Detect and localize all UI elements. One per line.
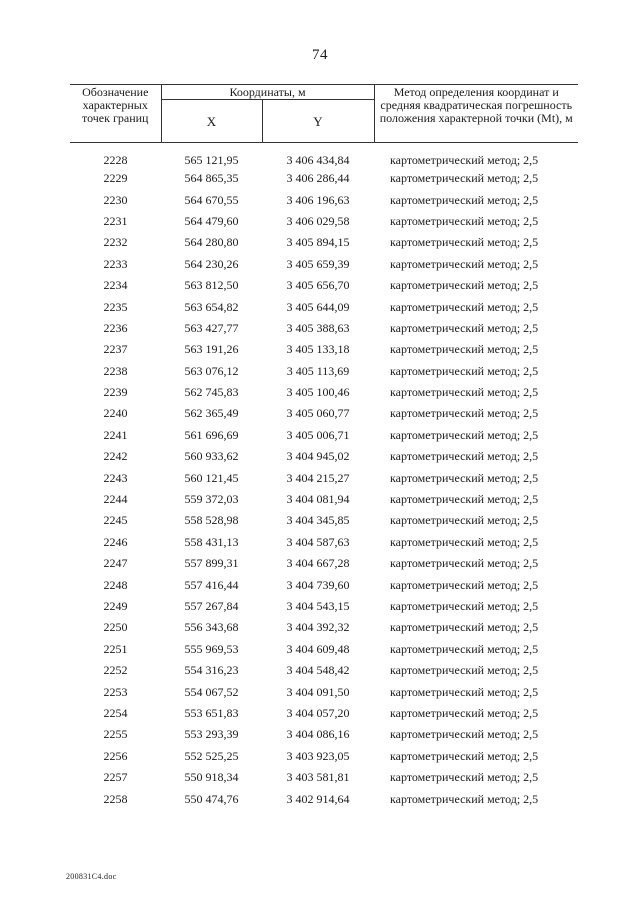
cell-point-id: 2235 <box>103 299 128 314</box>
cell-method: картометрический метод; 2,5 <box>390 363 539 378</box>
cell-point-id: 2253 <box>103 684 128 699</box>
table-row <box>70 296 578 317</box>
cell-method: картометрический метод; 2,5 <box>390 727 539 742</box>
cell-method: картометрический метод; 2,5 <box>390 278 539 293</box>
table-row <box>70 746 578 767</box>
cell-y-coordinate: 3 404 081,94 <box>286 492 350 507</box>
table-row <box>70 339 578 360</box>
cell-point-id: 2237 <box>103 342 128 357</box>
cell-x-coordinate: 560 933,62 <box>184 449 239 464</box>
cell-x-coordinate: 562 365,49 <box>184 406 239 421</box>
table-row <box>70 510 578 531</box>
cell-point-id: 2232 <box>103 235 128 250</box>
cell-method: картометрический метод; 2,5 <box>390 385 539 400</box>
cell-y-coordinate: 3 405 113,69 <box>286 363 350 378</box>
cell-y-coordinate: 3 404 392,32 <box>286 620 350 635</box>
cell-x-coordinate: 563 191,26 <box>184 342 239 357</box>
cell-y-coordinate: 3 406 434,84 <box>286 153 350 167</box>
cell-x-coordinate: 563 427,77 <box>184 320 239 335</box>
cell-y-coordinate: 3 403 923,05 <box>286 748 350 763</box>
cell-y-coordinate: 3 405 100,46 <box>286 385 350 400</box>
cell-method: картометрический метод; 2,5 <box>390 492 539 507</box>
table-row <box>70 788 578 809</box>
cell-point-id: 2239 <box>103 385 128 400</box>
table-row <box>70 703 578 724</box>
cell-y-coordinate: 3 406 196,63 <box>286 192 350 207</box>
table-header <box>70 85 578 143</box>
table-row <box>70 553 578 574</box>
table-row <box>70 532 578 553</box>
cell-x-coordinate: 564 479,60 <box>184 213 239 228</box>
header-x: X <box>161 100 262 143</box>
cell-point-id: 2242 <box>103 449 128 464</box>
cell-point-id: 2246 <box>103 534 128 549</box>
table-row <box>70 724 578 745</box>
header-method: Метод определения координат и средняя квадратическая погрешность положения характерной точки (Mt), м <box>374 85 578 143</box>
table-row <box>70 318 578 339</box>
cell-y-coordinate: 3 404 091,50 <box>286 684 350 699</box>
cell-point-id: 2233 <box>103 256 128 271</box>
cell-x-coordinate: 553 651,83 <box>184 705 239 720</box>
cell-point-id: 2250 <box>103 620 128 635</box>
cell-method: картометрический метод; 2,5 <box>390 684 539 699</box>
table-row <box>70 660 578 681</box>
cell-y-coordinate: 3 405 656,70 <box>286 278 350 293</box>
cell-method: картометрический метод; 2,5 <box>390 620 539 635</box>
cell-x-coordinate: 563 654,82 <box>184 299 239 314</box>
cell-y-coordinate: 3 406 286,44 <box>286 171 350 186</box>
cell-method: картометрический метод; 2,5 <box>390 577 539 592</box>
table-body <box>70 143 578 810</box>
cell-x-coordinate: 558 431,13 <box>184 534 239 549</box>
cell-y-coordinate: 3 404 587,63 <box>286 534 350 549</box>
cell-x-coordinate: 564 670,55 <box>184 192 239 207</box>
header-y: Y <box>262 100 374 143</box>
cell-y-coordinate: 3 405 133,18 <box>286 342 350 357</box>
cell-method: картометрический метод; 2,5 <box>390 342 539 357</box>
table-row <box>70 143 578 169</box>
cell-x-coordinate: 559 372,03 <box>184 492 239 507</box>
cell-y-coordinate: 3 404 609,48 <box>286 641 350 656</box>
cell-method: картометрический метод; 2,5 <box>390 320 539 335</box>
cell-point-id: 2251 <box>103 641 128 656</box>
table-row <box>70 168 578 189</box>
table-row <box>70 617 578 638</box>
cell-point-id: 2255 <box>103 727 128 742</box>
cell-method: картометрический метод; 2,5 <box>390 470 539 485</box>
cell-method: картометрический метод; 2,5 <box>390 427 539 442</box>
cell-x-coordinate: 564 865,35 <box>184 171 239 186</box>
table-row <box>70 767 578 788</box>
table-row <box>70 681 578 702</box>
cell-x-coordinate: 550 474,76 <box>184 791 239 806</box>
table-row <box>70 211 578 232</box>
cell-y-coordinate: 3 404 667,28 <box>286 556 350 571</box>
cell-method: картометрический метод; 2,5 <box>390 449 539 464</box>
cell-x-coordinate: 560 121,45 <box>184 470 239 485</box>
cell-x-coordinate: 563 812,50 <box>184 278 239 293</box>
page-number: 74 <box>312 47 328 63</box>
table-row <box>70 446 578 467</box>
cell-method: картометрический метод; 2,5 <box>390 770 539 785</box>
cell-y-coordinate: 3 404 215,27 <box>286 470 350 485</box>
cell-y-coordinate: 3 404 057,20 <box>286 705 350 720</box>
table-row <box>70 232 578 253</box>
table-row <box>70 361 578 382</box>
cell-method: картометрический метод; 2,5 <box>390 663 539 678</box>
cell-y-coordinate: 3 405 388,63 <box>286 320 350 335</box>
cell-x-coordinate: 564 230,26 <box>184 256 239 271</box>
cell-point-id: 2245 <box>103 513 128 528</box>
cell-y-coordinate: 3 405 644,09 <box>286 299 350 314</box>
cell-point-id: 2256 <box>103 748 128 763</box>
table-row <box>70 275 578 296</box>
cell-point-id: 2229 <box>103 171 128 186</box>
table-row <box>70 596 578 617</box>
cell-y-coordinate: 3 404 543,15 <box>286 599 350 613</box>
cell-method: картометрический метод; 2,5 <box>390 153 539 167</box>
table-row <box>70 382 578 403</box>
cell-y-coordinate: 3 402 914,64 <box>286 791 350 806</box>
cell-x-coordinate: 563 076,12 <box>184 363 239 378</box>
cell-method: картометрический метод; 2,5 <box>390 534 539 549</box>
cell-method: картометрический метод; 2,5 <box>390 256 539 271</box>
coordinates-table <box>70 84 578 810</box>
cell-y-coordinate: 3 405 060,77 <box>286 406 350 421</box>
cell-method: картометрический метод; 2,5 <box>390 171 539 186</box>
cell-x-coordinate: 556 343,68 <box>184 620 239 635</box>
cell-y-coordinate: 3 403 581,81 <box>286 770 350 785</box>
cell-method: картометрический метод; 2,5 <box>390 513 539 528</box>
cell-point-id: 2249 <box>103 599 128 613</box>
cell-method: картометрический метод; 2,5 <box>390 641 539 656</box>
cell-point-id: 2257 <box>103 770 128 785</box>
cell-x-coordinate: 553 293,39 <box>184 727 239 742</box>
cell-y-coordinate: 3 404 945,02 <box>286 449 350 464</box>
cell-method: картометрический метод; 2,5 <box>390 192 539 207</box>
cell-x-coordinate: 557 267,84 <box>184 599 239 613</box>
cell-y-coordinate: 3 405 659,39 <box>286 256 350 271</box>
header-designation: Обозначение характерных точек границ <box>70 85 161 143</box>
cell-y-coordinate: 3 404 345,85 <box>286 513 350 528</box>
cell-point-id: 2252 <box>103 663 128 678</box>
cell-x-coordinate: 555 969,53 <box>184 641 239 656</box>
cell-point-id: 2248 <box>103 577 128 592</box>
cell-point-id: 2241 <box>103 427 128 442</box>
cell-y-coordinate: 3 405 006,71 <box>286 427 350 442</box>
cell-x-coordinate: 554 316,23 <box>184 663 239 678</box>
cell-point-id: 2247 <box>103 556 128 571</box>
cell-y-coordinate: 3 404 548,42 <box>286 663 350 678</box>
table-row <box>70 467 578 488</box>
cell-point-id: 2234 <box>103 278 128 293</box>
cell-method: картометрический метод; 2,5 <box>390 748 539 763</box>
cell-y-coordinate: 3 406 029,58 <box>286 213 350 228</box>
cell-method: картометрический метод; 2,5 <box>390 556 539 571</box>
cell-point-id: 2228 <box>103 153 128 167</box>
cell-point-id: 2238 <box>103 363 128 378</box>
cell-method: картометрический метод; 2,5 <box>390 299 539 314</box>
cell-point-id: 2258 <box>103 791 128 806</box>
table-row <box>70 639 578 660</box>
cell-x-coordinate: 558 528,98 <box>184 513 239 528</box>
cell-x-coordinate: 564 280,80 <box>184 235 239 250</box>
cell-x-coordinate: 557 416,44 <box>184 577 239 592</box>
cell-y-coordinate: 3 404 086,16 <box>286 727 350 742</box>
cell-x-coordinate: 557 899,31 <box>184 556 239 571</box>
table-row <box>70 189 578 210</box>
cell-y-coordinate: 3 404 739,60 <box>286 577 350 592</box>
cell-method: картометрический метод; 2,5 <box>390 406 539 421</box>
cell-point-id: 2254 <box>103 705 128 720</box>
cell-method: картометрический метод; 2,5 <box>390 705 539 720</box>
cell-method: картометрический метод; 2,5 <box>390 235 539 250</box>
cell-point-id: 2240 <box>103 406 128 421</box>
header-coordinates: Координаты, м <box>161 85 374 100</box>
cell-method: картометрический метод; 2,5 <box>390 791 539 806</box>
cell-point-id: 2236 <box>103 320 128 335</box>
cell-x-coordinate: 552 525,25 <box>184 748 239 763</box>
cell-x-coordinate: 562 745,83 <box>184 385 239 400</box>
cell-x-coordinate: 565 121,95 <box>184 153 239 167</box>
cell-method: картометрический метод; 2,5 <box>390 599 539 613</box>
cell-point-id: 2230 <box>103 192 128 207</box>
cell-method: картометрический метод; 2,5 <box>390 213 539 228</box>
table-row <box>70 254 578 275</box>
cell-x-coordinate: 561 696,69 <box>184 427 239 442</box>
cell-x-coordinate: 554 067,52 <box>184 684 239 699</box>
cell-x-coordinate: 550 918,34 <box>184 770 239 785</box>
table-row <box>70 403 578 424</box>
table-row <box>70 574 578 595</box>
cell-y-coordinate: 3 405 894,15 <box>286 235 350 250</box>
table-row <box>70 489 578 510</box>
cell-point-id: 2243 <box>103 470 128 485</box>
cell-point-id: 2244 <box>103 492 128 507</box>
table-row <box>70 425 578 446</box>
footer-filename: 200831С4.doc <box>66 872 117 881</box>
cell-point-id: 2231 <box>103 213 128 228</box>
